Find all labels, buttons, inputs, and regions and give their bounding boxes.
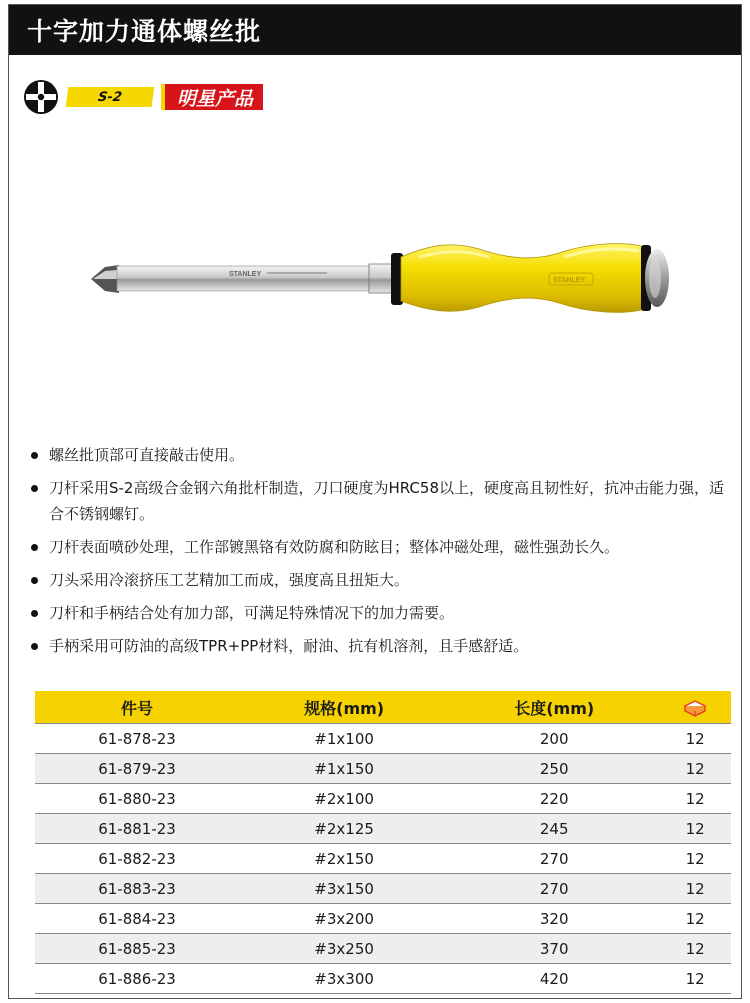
cell-length: 420 [449,964,659,994]
page-title: 十字加力通体螺丝批 [27,17,262,46]
cell-part-no: 61-879-23 [35,754,239,784]
cell-part-no: 61-880-23 [35,784,239,814]
cell-part-no: 61-886-23 [35,964,239,994]
bullet-icon [31,452,38,459]
cell-qty: 12 [659,814,731,844]
header-length: 长度(mm) [449,691,659,724]
cell-spec: #3x200 [239,904,449,934]
cell-spec: #1x150 [239,754,449,784]
cell-length: 370 [449,934,659,964]
feature-item: 刀杆和手柄结合处有加力部，可满足特殊情况下的加力需要。 [27,600,733,626]
cell-qty: 12 [659,754,731,784]
table-row [35,934,731,964]
steel-grade-badge [66,87,155,107]
cell-length: 200 [449,724,659,754]
header-quantity [659,691,731,724]
shaft-brand-text: STANLEY [229,271,262,278]
bullet-icon [31,577,38,584]
feature-item: 螺丝批顶部可直接敲击使用。 [27,442,733,468]
table-row [35,754,731,784]
badge-row [23,79,263,115]
cell-spec: #2x150 [239,844,449,874]
cell-length: 270 [449,874,659,904]
steel-grade-label: S-2 [97,89,123,105]
box-quantity-icon [682,699,708,717]
cell-qty: 12 [659,784,731,814]
feature-item: 刀杆采用S-2高级合金钢六角批杆制造，刀口硬度为HRC58以上，硬度高且韧性好，抗冲击能力强，适合不锈钢螺钉。 [27,475,733,527]
cell-qty: 12 [659,964,731,994]
cell-spec: #2x100 [239,784,449,814]
cell-spec: #3x250 [239,934,449,964]
table-row [35,904,731,934]
table-row [35,784,731,814]
cell-length: 250 [449,754,659,784]
cell-length: 320 [449,904,659,934]
table-row [35,814,731,844]
title-bar [9,5,741,55]
table-row [35,724,731,754]
cell-part-no: 61-883-23 [35,874,239,904]
header-spec: 规格(mm) [239,691,449,724]
feature-item: 手柄采用可防油的高级TPR+PP材料，耐油、抗有机溶剂，且手感舒适。 [27,633,733,659]
cell-qty: 12 [659,724,731,754]
catalog-page [8,4,742,999]
cell-qty: 12 [659,844,731,874]
cell-spec: #3x300 [239,964,449,994]
cell-part-no: 61-881-23 [35,814,239,844]
cell-length: 220 [449,784,659,814]
table-row [35,874,731,904]
bullet-icon [31,544,38,551]
star-product-badge [161,84,263,110]
table-row [35,844,731,874]
handle-brand-text: STANLEY [553,277,586,284]
cell-spec: #2x125 [239,814,449,844]
screwdriver-image [79,227,699,327]
spec-table [35,691,731,994]
cell-spec: #1x100 [239,724,449,754]
cell-spec: #3x150 [239,874,449,904]
bullet-icon [31,643,38,650]
hex-bolster [369,264,393,293]
table-header-row [35,691,731,724]
bullet-icon [31,610,38,617]
header-part-no: 件号 [35,691,239,724]
phillips-cross-icon [23,79,59,115]
cell-part-no: 61-884-23 [35,904,239,934]
feature-list [27,442,733,664]
cell-length: 270 [449,844,659,874]
star-product-label: 明星产品 [177,87,254,110]
cell-qty: 12 [659,904,731,934]
bullet-icon [31,485,38,492]
feature-item: 刀头采用冷滚挤压工艺精加工而成，强度高且扭矩大。 [27,567,733,593]
screwdriver-shaft [117,266,369,291]
table-row [35,964,731,994]
cell-qty: 12 [659,934,731,964]
cell-qty: 12 [659,874,731,904]
cell-length: 245 [449,814,659,844]
cell-part-no: 61-882-23 [35,844,239,874]
cell-part-no: 61-878-23 [35,724,239,754]
cell-part-no: 61-885-23 [35,934,239,964]
feature-item: 刀杆表面喷砂处理，工作部镀黑铬有效防腐和防眩目；整体冲磁处理，磁性强劲长久。 [27,534,733,560]
